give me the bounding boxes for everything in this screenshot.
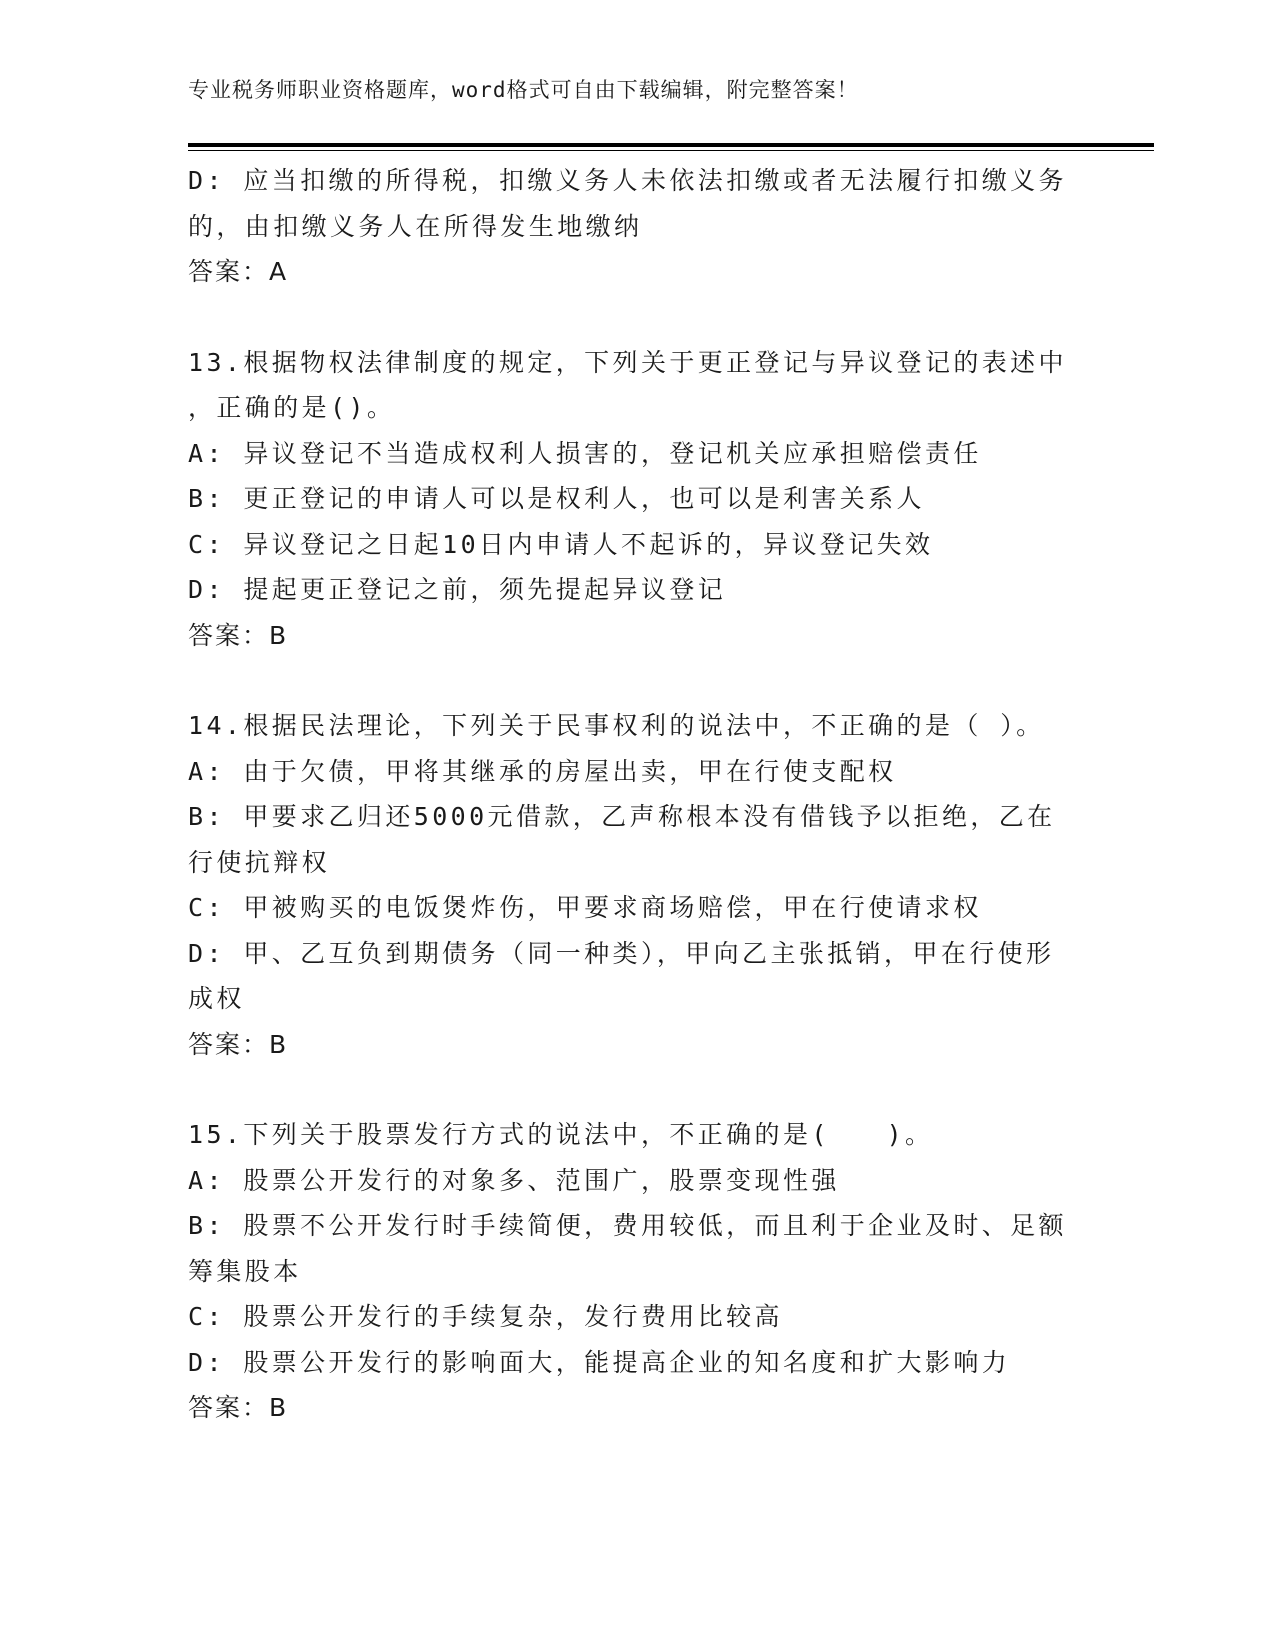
option-a: A: 由于欠债，甲将其继承的房屋出卖，甲在行使支配权 [188,756,897,786]
option-c: C: 异议登记之日起10日内申请人不起诉的，异议登记失效 [188,529,934,559]
question-block-14 [188,703,1088,1067]
question-stem: 13.根据物权法律制度的规定，下列关于更正登记与异议登记的表述中 [188,347,1067,377]
header-rule-thick [188,143,1154,147]
option-b: B: 甲要求乙归还5000元借款，乙声称根本没有借钱予以拒绝，乙在 [188,802,1056,831]
block-spacer [188,658,1088,703]
question-content [188,158,1088,1431]
block-spacer [188,1067,1088,1112]
question-stem: ，正确的是()。 [188,393,396,422]
question-block-13 [188,340,1088,659]
question-stem: 15.下列关于股票发行方式的说法中，不正确的是( )。 [188,1120,934,1149]
option-b-continued: 行使抗辩权 [188,847,331,877]
option-a: A: 异议登记不当造成权利人损害的，登记机关应承担赔偿责任 [188,438,982,468]
answer-line: 答案：B [188,620,289,650]
option-line: 的，由扣缴义务人在所得发生地缴纳 [188,211,643,241]
question-block-12-tail [188,158,1088,295]
answer-line: 答案：A [188,257,289,286]
page-header: 专业税务师职业资格题库，word格式可自由下载编辑，附完整答案！ [188,78,859,102]
option-c: C: 股票公开发行的手续复杂，发行费用比较高 [188,1302,783,1331]
option-d-continued: 成权 [188,984,245,1013]
question-stem: 14.根据民法理论，下列关于民事权利的说法中，不正确的是（ ）。 [188,711,1045,740]
option-b: B: 更正登记的申请人可以是权利人，也可以是利害关系人 [188,484,925,513]
option-line: D: 应当扣缴的所得税，扣缴义务人未依法扣缴或者无法履行扣缴义务 [188,166,1067,195]
answer-line: 答案：B [188,1393,289,1422]
question-block-15 [188,1112,1088,1431]
option-a: A: 股票公开发行的对象多、范围广，股票变现性强 [188,1165,840,1195]
option-d: D: 股票公开发行的影响面大，能提高企业的知名度和扩大影响力 [188,1347,1011,1377]
block-spacer [188,295,1088,340]
option-b-continued: 筹集股本 [188,1256,302,1286]
option-c: C: 甲被购买的电饭煲炸伤，甲要求商场赔偿，甲在行使请求权 [188,893,982,922]
header-rule-thin [188,150,1154,151]
option-b: B: 股票不公开发行时手续简便，费用较低，而且利于企业及时、足额 [188,1211,1067,1240]
answer-line: 答案：B [188,1029,289,1059]
option-d: D: 提起更正登记之前，须先提起异议登记 [188,575,727,604]
option-d: D: 甲、乙互负到期债务（同一种类），甲向乙主张抵销，甲在行使形 [188,938,1055,968]
